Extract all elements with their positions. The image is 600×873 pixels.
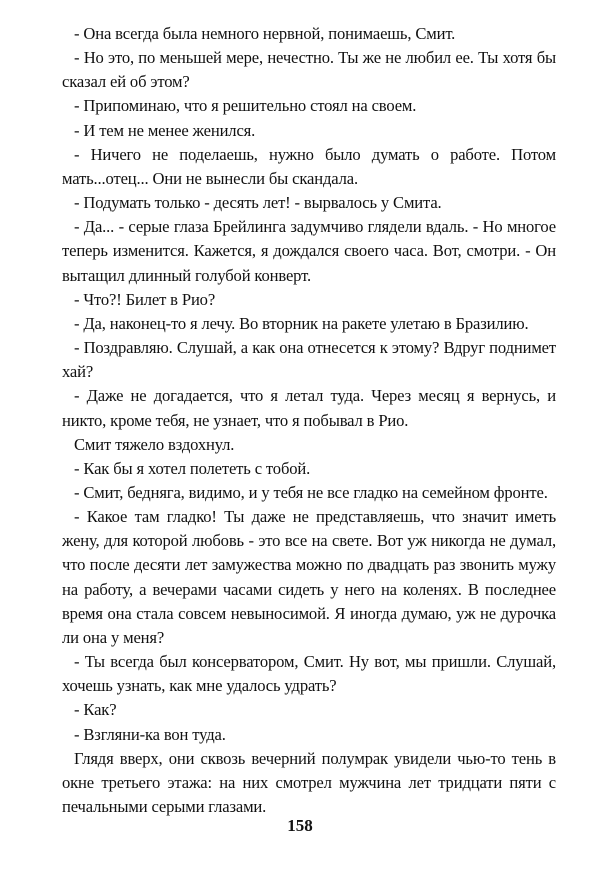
paragraph: - Припоминаю, что я решительно стоял на своем. (74, 96, 417, 116)
paragraph: - Подумать только - десять лет! - вырвалось у Смита. (74, 193, 442, 213)
paragraph: - Даже не догадается, что я летал туда. Через месяц я вернусь, и никто, кроме тебя, не узнает, что я побывал в Рио. (62, 386, 556, 430)
paragraph: - Как бы я хотел полететь с тобой. (74, 458, 311, 478)
paragraph: - Да, наконец-то я лечу. Во вторник на ракете улетаю в Бразилию. (74, 313, 529, 333)
page-number: 158 (287, 816, 313, 835)
paragraph: - Да... - серые глаза Брейлинга задумчиво глядели вдаль. - Но многое теперь изменится. Кажется, я дождался своего часа. Вот, смотри. - Он вытащил длинный голубой конверт. (62, 217, 556, 285)
paragraph: - Ты всегда был консерватором, Смит. Ну вот, мы пришли. Слушай, хочешь узнать, как мне удалось удрать? (62, 652, 556, 696)
paragraph: - И тем не менее женился. (74, 120, 256, 140)
paragraph: - Взгляни-ка вон туда. (74, 724, 226, 744)
paragraph: Глядя вверх, они сквозь вечерний полумрак увидели чью-то тень в окне третьего этажа: на них смотрел мужчина лет тридцати пяти с печальными серыми глазами. (62, 748, 556, 816)
paragraph: - Смит, бедняга, видимо, и у тебя не все гладко на семейном фронте. (74, 482, 548, 502)
paragraph: - Что?! Билет в Рио? (74, 289, 216, 309)
paragraph: - Поздравляю. Слушай, а как она отнесется к этому? Вдруг поднимет хай? (62, 338, 556, 382)
page-body (62, 22, 556, 819)
paragraph: - Как? (74, 700, 117, 720)
paragraph: - Какое там гладко! Ты даже не представляешь, что значит иметь жену, для которой любовь - это все на свете. Вот уж никогда не думал, что после десяти лет замужества можно по двадцать раз звонить мужу на работу, а вечерами часами сидеть у него на коленях. В последнее время она стала совсем невыносимой. Я иногда думаю, уж не дурочка ли она у меня? (62, 507, 556, 647)
paragraph: - Ничего не поделаешь, нужно было думать о работе. Потом мать...отец... Они не вынесли бы скандала. (62, 144, 556, 188)
paragraph: - Но это, по меньшей мере, нечестно. Ты же не любил ее. Ты хотя бы сказал ей об этом? (62, 48, 556, 92)
paragraph: Смит тяжело вздохнул. (74, 434, 235, 454)
paragraph: - Она всегда была немного нервной, понимаешь, Смит. (74, 24, 456, 43)
